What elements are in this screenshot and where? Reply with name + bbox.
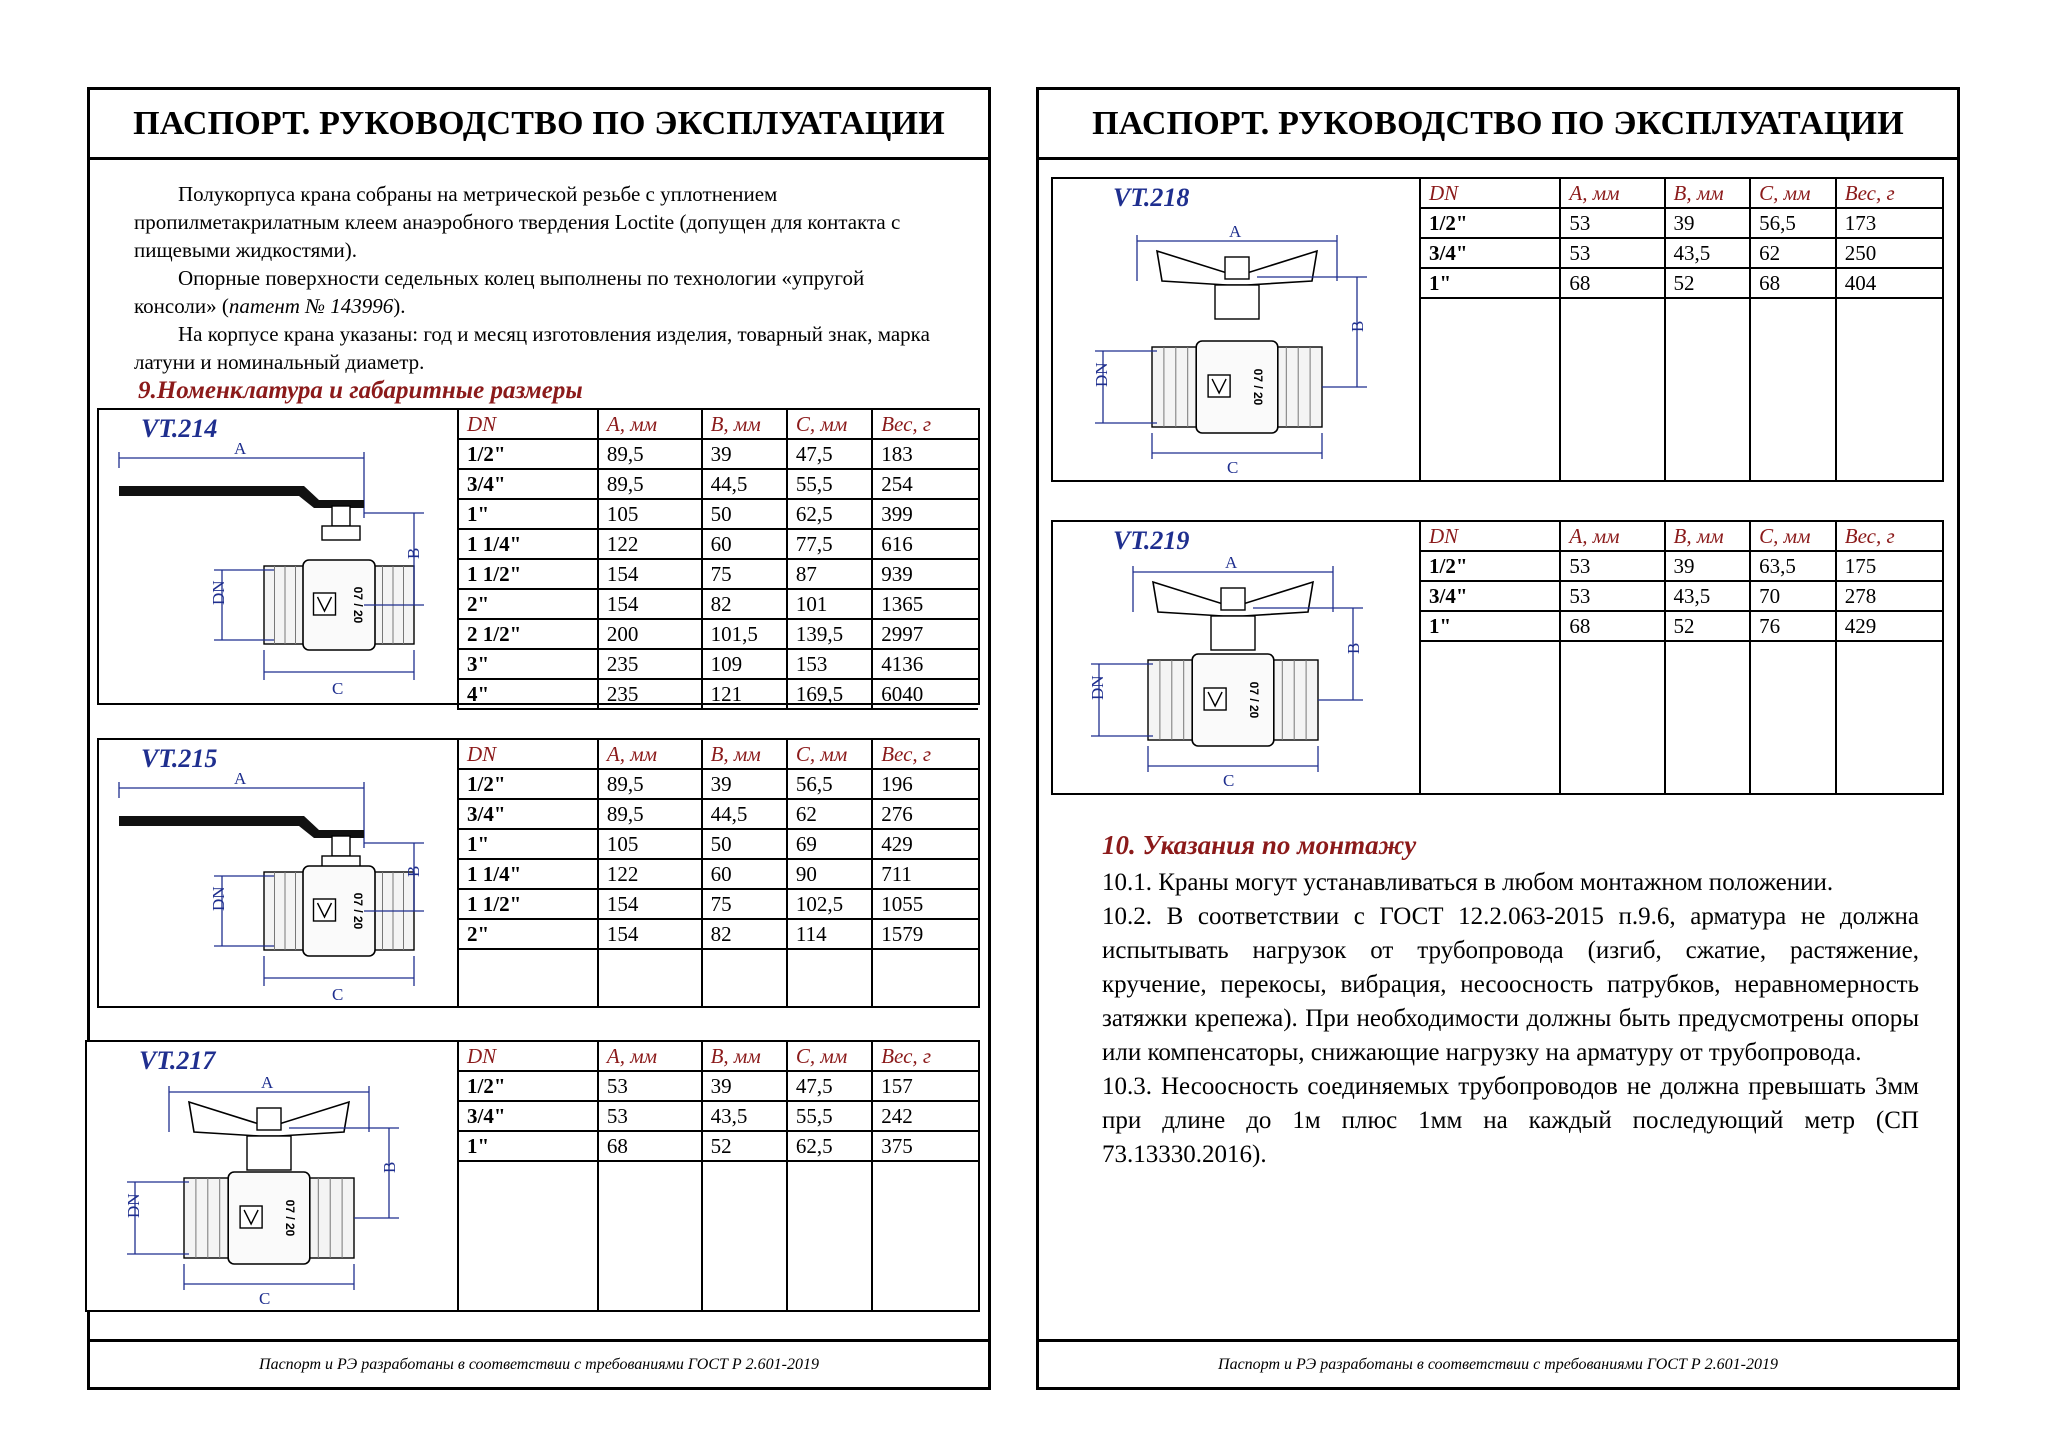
column-header: Вес, г (872, 1042, 978, 1071)
instruction-paragraph: 10.2. В соответствии с ГОСТ 12.2.063-2015 п.9.6, арматура не должна испытывать нагрузок от трубопровода (изгиб, сжатие, растяжение, кручение, перекосы, вибрация, несоосность патрубков, неравномерность затяжки крепежа). При необходимости должны быть предусмотрены опоры или компенсаторы, снижающие нагрузку на арматуру от трубопровода. (1102, 903, 1919, 1066)
dimension-label-a: A (1229, 222, 1242, 241)
dimension-label-dn: DN (1088, 675, 1107, 700)
value-cell: 63,5 (1750, 551, 1836, 581)
value-cell: 82 (702, 589, 787, 619)
value-cell: 114 (787, 919, 872, 949)
dn-cell: 1/2" (1420, 208, 1560, 238)
model-name: VT.218 (1113, 183, 1190, 212)
value-cell: 250 (1836, 238, 1942, 268)
value-cell: 154 (598, 889, 702, 919)
value-cell: 89,5 (598, 439, 702, 469)
product-card-vt217 (85, 1040, 980, 1312)
column-header: C, мм (1750, 179, 1836, 208)
value-cell: 109 (702, 649, 787, 679)
product-card-vt214 (97, 408, 980, 705)
value-cell: 53 (1560, 208, 1664, 238)
body-marking: 07 / 20 (351, 892, 365, 930)
value-cell: 6040 (872, 679, 978, 709)
patent-number: патент № 143996 (228, 294, 394, 318)
table-row (458, 799, 978, 829)
value-cell: 43,5 (1665, 581, 1751, 611)
intro-paragraph (134, 264, 944, 320)
dn-cell: 1" (1420, 268, 1560, 298)
table-row (458, 829, 978, 859)
value-cell: 121 (702, 679, 787, 709)
value-cell: 68 (1560, 268, 1664, 298)
value-cell: 153 (787, 649, 872, 679)
dimension-label-c: C (259, 1289, 271, 1308)
value-cell: 52 (1665, 268, 1751, 298)
dimension-label-a: A (234, 769, 247, 788)
dimension-label-b: B (1344, 642, 1363, 654)
table-filler-row (1420, 641, 1942, 793)
table-row (458, 1071, 978, 1101)
table-filler-row (458, 1161, 978, 1310)
dn-cell: 3/4" (1420, 238, 1560, 268)
value-cell: 101 (787, 589, 872, 619)
dn-cell: 1 1/4" (458, 859, 598, 889)
valve-lever-drawing (114, 438, 454, 700)
value-cell: 53 (1560, 581, 1664, 611)
table-row (1420, 268, 1942, 298)
table-row (458, 1101, 978, 1131)
page-title: ПАСПОРТ. РУКОВОДСТВО ПО ЭКСПЛУАТАЦИИ (1039, 90, 1957, 160)
dn-cell: 1/2" (458, 1071, 598, 1101)
value-cell: 122 (598, 859, 702, 889)
value-cell: 55,5 (787, 1101, 872, 1131)
table-row (458, 679, 978, 709)
column-header: A, мм (598, 1042, 702, 1071)
passport-page-left (87, 87, 991, 1390)
dn-cell: 3/4" (458, 469, 598, 499)
value-cell: 76 (1750, 611, 1836, 641)
column-header: B, мм (702, 740, 787, 769)
value-cell: 173 (1836, 208, 1942, 238)
stem (247, 1136, 291, 1170)
value-cell: 235 (598, 649, 702, 679)
body-marking: 07 / 20 (283, 1199, 297, 1237)
value-cell: 50 (702, 499, 787, 529)
valve-body (1152, 341, 1322, 433)
table-row (1420, 238, 1942, 268)
value-cell: 43,5 (1665, 238, 1751, 268)
dn-cell: 1" (458, 499, 598, 529)
value-cell: 60 (702, 859, 787, 889)
value-cell: 276 (872, 799, 978, 829)
value-cell: 47,5 (787, 1071, 872, 1101)
column-header: A, мм (598, 410, 702, 439)
dimension-label-a: A (261, 1073, 274, 1092)
stem-nut (257, 1108, 281, 1130)
dn-cell: 3/4" (458, 799, 598, 829)
value-cell: 122 (598, 529, 702, 559)
stem-nut (1225, 257, 1249, 279)
passport-page-right (1036, 87, 1960, 1390)
lever-arm (264, 816, 364, 838)
dimension-label-dn: DN (209, 886, 228, 911)
stem-nut (332, 506, 350, 526)
dimension-label-b: B (404, 547, 423, 559)
value-cell: 53 (598, 1101, 702, 1131)
product-card-vt219 (1051, 520, 1944, 795)
spec-table (457, 1042, 978, 1310)
value-cell: 70 (1750, 581, 1836, 611)
value-cell: 53 (1560, 551, 1664, 581)
dn-cell: 4" (458, 679, 598, 709)
spec-table (1419, 522, 1942, 793)
dimension-label-a: A (234, 439, 247, 458)
dn-cell: 3/4" (458, 1101, 598, 1131)
value-cell: 39 (702, 769, 787, 799)
spec-header-row (1420, 522, 1942, 551)
value-cell: 87 (787, 559, 872, 589)
column-header: B, мм (702, 1042, 787, 1071)
table-row (458, 1131, 978, 1161)
value-cell: 105 (598, 829, 702, 859)
column-header: B, мм (1665, 179, 1751, 208)
body-marking: 07 / 20 (351, 586, 365, 624)
lever-arm (264, 486, 364, 508)
spec-header-row (458, 1042, 978, 1071)
value-cell: 56,5 (1750, 208, 1836, 238)
value-cell: 404 (1836, 268, 1942, 298)
value-cell: 102,5 (787, 889, 872, 919)
value-cell: 39 (702, 439, 787, 469)
value-cell: 90 (787, 859, 872, 889)
value-cell: 154 (598, 559, 702, 589)
value-cell: 105 (598, 499, 702, 529)
table-row (458, 469, 978, 499)
dn-cell: 2" (458, 919, 598, 949)
value-cell: 101,5 (702, 619, 787, 649)
stem (1215, 285, 1259, 319)
page-title: ПАСПОРТ. РУКОВОДСТВО ПО ЭКСПЛУАТАЦИИ (90, 90, 988, 160)
value-cell: 52 (702, 1131, 787, 1161)
stem-nut (332, 836, 350, 856)
model-name: VT.215 (141, 744, 218, 773)
table-row (458, 769, 978, 799)
value-cell: 154 (598, 919, 702, 949)
value-cell: 175 (1836, 551, 1942, 581)
value-cell: 75 (702, 889, 787, 919)
value-cell: 60 (702, 529, 787, 559)
dn-cell: 2" (458, 589, 598, 619)
value-cell: 53 (1560, 238, 1664, 268)
dimension-label-b: B (1348, 320, 1367, 332)
value-cell: 77,5 (787, 529, 872, 559)
dimension-label-a: A (1225, 553, 1238, 572)
table-row (458, 919, 978, 949)
dn-cell: 3/4" (1420, 581, 1560, 611)
value-cell: 44,5 (702, 799, 787, 829)
stem (1211, 616, 1255, 650)
value-cell: 939 (872, 559, 978, 589)
table-row (1420, 208, 1942, 238)
dimension-label-dn: DN (1092, 362, 1111, 387)
dn-cell: 1" (458, 829, 598, 859)
column-header: Вес, г (872, 410, 978, 439)
value-cell: 154 (598, 589, 702, 619)
value-cell: 68 (1560, 611, 1664, 641)
value-cell: 200 (598, 619, 702, 649)
dimension-label-c: C (1227, 458, 1239, 477)
dn-cell: 1/2" (458, 769, 598, 799)
value-cell: 2997 (872, 619, 978, 649)
column-header: Вес, г (872, 740, 978, 769)
dimension-label-b: B (404, 865, 423, 877)
column-header: C, мм (787, 1042, 872, 1071)
column-header: DN (458, 1042, 598, 1071)
intro-text (134, 180, 944, 376)
value-cell: 39 (1665, 551, 1751, 581)
value-cell: 62 (787, 799, 872, 829)
value-cell: 89,5 (598, 769, 702, 799)
spec-table (457, 740, 978, 1006)
dimension-label-b: B (380, 1161, 399, 1173)
column-header: DN (458, 410, 598, 439)
value-cell: 278 (1836, 581, 1942, 611)
value-cell: 254 (872, 469, 978, 499)
valve-body (1148, 654, 1318, 746)
value-cell: 47,5 (787, 439, 872, 469)
table-row (458, 619, 978, 649)
value-cell: 139,5 (787, 619, 872, 649)
value-cell: 4136 (872, 649, 978, 679)
column-header: DN (1420, 179, 1560, 208)
instruction-paragraph: 10.3. Несоосность соединяемых трубопроводов не должна превышать 3мм при длине до 1м плюс 1мм на каждый последующий метр (СП 73.13330.2016). (1102, 1073, 1919, 1168)
table-filler-row (458, 949, 978, 1006)
column-header: A, мм (1560, 522, 1664, 551)
value-cell: 1365 (872, 589, 978, 619)
body-marking: 07 / 20 (1251, 368, 1265, 406)
column-header: B, мм (702, 410, 787, 439)
table-row (458, 649, 978, 679)
intro-text-run: Опорные поверхности седельных колец выполнены по технологии «упругой консоли» ( (134, 266, 865, 318)
table-row (458, 589, 978, 619)
body-marking: 07 / 20 (1247, 681, 1261, 719)
column-header: C, мм (1750, 522, 1836, 551)
value-cell: 62,5 (787, 499, 872, 529)
value-cell: 62,5 (787, 1131, 872, 1161)
spec-header-row (1420, 179, 1942, 208)
column-header: B, мм (1665, 522, 1751, 551)
dimension-label-c: C (332, 985, 344, 1004)
valve-butterfly-drawing (109, 1072, 439, 1310)
value-cell: 43,5 (702, 1101, 787, 1131)
dn-cell: 1" (458, 1131, 598, 1161)
value-cell: 1579 (872, 919, 978, 949)
stem (322, 526, 360, 540)
installation-instructions (1102, 866, 1919, 1172)
value-cell: 68 (598, 1131, 702, 1161)
table-row (458, 889, 978, 919)
column-header: C, мм (787, 410, 872, 439)
value-cell: 429 (872, 829, 978, 859)
value-cell: 183 (872, 439, 978, 469)
value-cell: 169,5 (787, 679, 872, 709)
spec-table (457, 410, 978, 710)
value-cell: 1055 (872, 889, 978, 919)
product-card-vt215 (97, 738, 980, 1008)
dimension-label-c: C (1223, 771, 1235, 790)
dn-cell: 1" (1420, 611, 1560, 641)
value-cell: 39 (1665, 208, 1751, 238)
dn-cell: 3" (458, 649, 598, 679)
dimension-label-dn: DN (209, 580, 228, 605)
dn-cell: 1 1/2" (458, 889, 598, 919)
column-header: A, мм (598, 740, 702, 769)
value-cell: 82 (702, 919, 787, 949)
value-cell: 55,5 (787, 469, 872, 499)
value-cell: 399 (872, 499, 978, 529)
value-cell: 75 (702, 559, 787, 589)
stem-nut (1221, 588, 1245, 610)
table-filler-row (458, 709, 978, 710)
instruction-paragraph: 10.1. Краны могут устанавливаться в любом монтажном положении. (1102, 869, 1834, 896)
value-cell: 616 (872, 529, 978, 559)
model-name: VT.214 (141, 414, 218, 443)
table-row (458, 499, 978, 529)
spec-table (1419, 179, 1942, 480)
model-name: VT.219 (1113, 526, 1190, 555)
value-cell: 39 (702, 1071, 787, 1101)
table-row (458, 559, 978, 589)
value-cell: 235 (598, 679, 702, 709)
value-cell: 62 (1750, 238, 1836, 268)
dn-cell: 1/2" (458, 439, 598, 469)
value-cell: 89,5 (598, 799, 702, 829)
dn-cell: 1 1/2" (458, 559, 598, 589)
model-name: VT.217 (139, 1046, 216, 1075)
valve-lever-drawing (114, 768, 454, 1006)
value-cell: 196 (872, 769, 978, 799)
value-cell: 52 (1665, 611, 1751, 641)
column-header: Вес, г (1836, 522, 1942, 551)
spec-header-row (458, 410, 978, 439)
value-cell: 53 (598, 1071, 702, 1101)
value-cell: 56,5 (787, 769, 872, 799)
value-cell: 50 (702, 829, 787, 859)
value-cell: 69 (787, 829, 872, 859)
page-footer: Паспорт и РЭ разработаны в соответствии с требованиями ГОСТ Р 2.601-2019 (1039, 1339, 1957, 1387)
intro-paragraph: На корпусе крана указаны: год и месяц изготовления изделия, товарный знак, марка латуни и номинальный диаметр. (134, 322, 930, 374)
column-header: A, мм (1560, 179, 1664, 208)
value-cell: 89,5 (598, 469, 702, 499)
valve-butterfly-drawing (1077, 221, 1397, 479)
value-cell: 711 (872, 859, 978, 889)
page-footer: Паспорт и РЭ разработаны в соответствии с требованиями ГОСТ Р 2.601-2019 (90, 1339, 988, 1387)
value-cell: 68 (1750, 268, 1836, 298)
value-cell: 44,5 (702, 469, 787, 499)
column-header: DN (458, 740, 598, 769)
intro-text-run: ). (393, 294, 406, 318)
table-filler-row (1420, 298, 1942, 480)
column-header: Вес, г (1836, 179, 1942, 208)
dn-cell: 1 1/4" (458, 529, 598, 559)
dn-cell: 1/2" (1420, 551, 1560, 581)
dimension-label-c: C (332, 679, 344, 698)
table-row (1420, 611, 1942, 641)
product-card-vt218 (1051, 177, 1944, 482)
dimension-label-dn: DN (124, 1193, 143, 1218)
value-cell: 375 (872, 1131, 978, 1161)
value-cell: 242 (872, 1101, 978, 1131)
valve-butterfly-drawing (1073, 552, 1393, 792)
spec-header-row (458, 740, 978, 769)
valve-body (184, 1172, 354, 1264)
column-header: C, мм (787, 740, 872, 769)
section-9-title: 9.Номенклатура и габаритные размеры (138, 377, 583, 404)
table-row (1420, 581, 1942, 611)
lever-handle (119, 486, 267, 496)
value-cell: 157 (872, 1071, 978, 1101)
dn-cell: 2 1/2" (458, 619, 598, 649)
value-cell: 429 (1836, 611, 1942, 641)
lever-handle (119, 816, 267, 826)
intro-paragraph: Полукорпуса крана собраны на метрической резьбе с уплотнением пропилметакрилатным клеем анаэробного твердения Loctite (допущен для контакта с пищевыми жидкостями). (134, 182, 901, 262)
table-row (1420, 551, 1942, 581)
table-row (458, 439, 978, 469)
table-row (458, 859, 978, 889)
column-header: DN (1420, 522, 1560, 551)
table-row (458, 529, 978, 559)
section-10-title: 10. Указания по монтажу (1102, 830, 1417, 860)
